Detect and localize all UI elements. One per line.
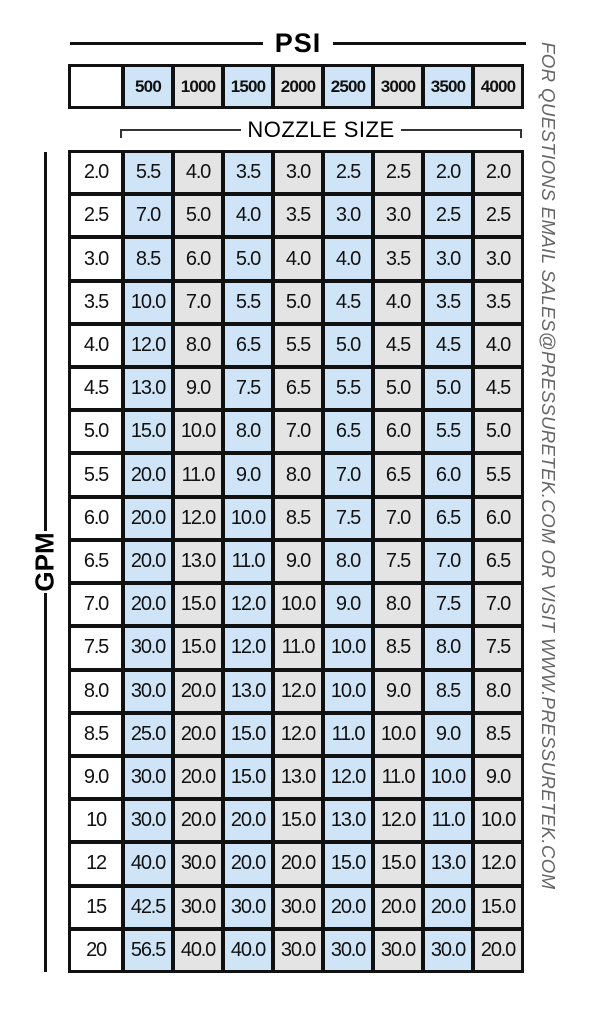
nozzle-size-cell: 4.5 (425, 326, 471, 365)
nozzle-size-cell: 9.0 (325, 585, 371, 624)
nozzle-size-cell: 5.5 (125, 153, 171, 192)
nozzle-size-cell: 20.0 (325, 888, 371, 927)
nozzle-size-cell: 9.0 (475, 758, 521, 797)
nozzle-size-cell: 20.0 (175, 715, 221, 754)
psi-header-row (68, 64, 524, 109)
nozzle-size-cell: 5.5 (475, 455, 521, 494)
gpm-cell: 5.0 (71, 412, 121, 451)
gpm-cell: 12 (71, 844, 121, 883)
nozzle-size-cell: 4.5 (475, 369, 521, 408)
nozzle-size-title (120, 117, 522, 143)
nozzle-size-cell: 30.0 (325, 931, 371, 970)
nozzle-size-cell: 7.0 (375, 499, 421, 538)
nozzle-size-cell: 7.5 (375, 542, 421, 581)
nozzle-size-cell: 40.0 (125, 844, 171, 883)
nozzle-size-cell: 3.0 (275, 153, 321, 192)
gpm-cell: 3.5 (71, 283, 121, 322)
contact-note (535, 42, 565, 957)
nozzle-size-cell: 13.0 (325, 801, 371, 840)
nozzle-size-cell: 12.0 (325, 758, 371, 797)
nozzle-size-cell: 3.0 (475, 239, 521, 278)
nozzle-size-cell: 10.0 (275, 585, 321, 624)
nozzle-size-cell: 30.0 (125, 628, 171, 667)
gpm-cell: 15 (71, 888, 121, 927)
divider (44, 152, 47, 531)
nozzle-size-cell: 7.5 (425, 585, 471, 624)
gpm-label: GPM (30, 532, 61, 592)
nozzle-size-cell: 10.0 (425, 758, 471, 797)
nozzle-size-cell: 11.0 (425, 801, 471, 840)
nozzle-size-cell: 40.0 (175, 931, 221, 970)
divider (70, 42, 263, 45)
gpm-cell: 4.5 (71, 369, 121, 408)
nozzle-size-cell: 8.0 (275, 455, 321, 494)
nozzle-size-cell: 8.5 (125, 239, 171, 278)
nozzle-size-cell: 30.0 (375, 931, 421, 970)
nozzle-size-cell: 3.5 (225, 153, 271, 192)
nozzle-size-cell: 3.5 (375, 239, 421, 278)
gpm-cell: 5.5 (71, 455, 121, 494)
nozzle-size-cell: 20.0 (225, 844, 271, 883)
nozzle-size-cell: 4.5 (375, 326, 421, 365)
nozzle-size-cell: 5.0 (225, 239, 271, 278)
nozzle-size-cell: 6.5 (225, 326, 271, 365)
nozzle-size-cell: 30.0 (175, 888, 221, 927)
gpm-cell: 9.0 (71, 758, 121, 797)
psi-header-cell: 1000 (175, 67, 221, 106)
nozzle-size-cell: 8.5 (425, 672, 471, 711)
nozzle-size-cell: 2.0 (475, 153, 521, 192)
nozzle-size-cell: 3.5 (475, 283, 521, 322)
psi-header-cell: 4000 (475, 67, 521, 106)
nozzle-size-cell: 20.0 (125, 585, 171, 624)
nozzle-size-cell: 5.5 (325, 369, 371, 408)
nozzle-size-cell: 30.0 (225, 888, 271, 927)
nozzle-size-cell: 10.0 (375, 715, 421, 754)
nozzle-size-cell: 11.0 (225, 542, 271, 581)
nozzle-size-cell: 15.0 (375, 844, 421, 883)
nozzle-size-cell: 11.0 (325, 715, 371, 754)
nozzle-size-cell: 8.0 (325, 542, 371, 581)
nozzle-size-cell: 6.5 (325, 412, 371, 451)
nozzle-size-cell: 10.0 (325, 672, 371, 711)
nozzle-size-cell: 5.0 (175, 196, 221, 235)
nozzle-size-cell: 3.0 (325, 196, 371, 235)
nozzle-size-cell: 4.0 (475, 326, 521, 365)
nozzle-size-cell: 20.0 (475, 931, 521, 970)
psi-header-cell: 2000 (275, 67, 321, 106)
nozzle-size-label: NOZZLE SIZE (247, 117, 395, 142)
nozzle-size-cell: 15.0 (275, 801, 321, 840)
nozzle-size-cell: 30.0 (125, 801, 171, 840)
nozzle-size-cell: 20.0 (225, 801, 271, 840)
nozzle-size-cell: 25.0 (125, 715, 171, 754)
nozzle-size-cell: 10.0 (325, 628, 371, 667)
nozzle-size-cell: 10.0 (175, 412, 221, 451)
nozzle-size-cell: 15.0 (475, 888, 521, 927)
nozzle-size-cell: 2.5 (325, 153, 371, 192)
nozzle-size-cell: 9.0 (175, 369, 221, 408)
nozzle-size-cell: 10.0 (475, 801, 521, 840)
psi-header-cell: 3000 (375, 67, 421, 106)
psi-header-cell: 2500 (325, 67, 371, 106)
nozzle-size-cell: 7.0 (125, 196, 171, 235)
nozzle-size-cell: 8.0 (475, 672, 521, 711)
nozzle-size-cell: 30.0 (275, 888, 321, 927)
nozzle-size-cell: 4.0 (175, 153, 221, 192)
nozzle-size-cell: 15.0 (175, 585, 221, 624)
nozzle-size-cell: 9.0 (425, 715, 471, 754)
psi-label: PSI (274, 27, 322, 58)
gpm-cell: 4.0 (71, 326, 121, 365)
nozzle-size-cell: 8.5 (375, 628, 421, 667)
nozzle-size-cell: 5.0 (475, 412, 521, 451)
gpm-cell: 8.5 (71, 715, 121, 754)
nozzle-size-cell: 11.0 (275, 628, 321, 667)
nozzle-size-cell: 5.0 (375, 369, 421, 408)
nozzle-size-cell: 12.0 (225, 585, 271, 624)
nozzle-size-cell: 10.0 (125, 283, 171, 322)
nozzle-size-cell: 11.0 (375, 758, 421, 797)
nozzle-size-cell: 20.0 (175, 758, 221, 797)
nozzle-size-cell: 7.0 (325, 455, 371, 494)
nozzle-size-cell: 12.0 (375, 801, 421, 840)
nozzle-size-cell: 20.0 (175, 801, 221, 840)
gpm-cell: 20 (71, 931, 121, 970)
nozzle-size-cell: 8.5 (275, 499, 321, 538)
nozzle-size-cell: 56.5 (125, 931, 171, 970)
nozzle-size-cell: 15.0 (125, 412, 171, 451)
nozzle-size-cell: 20.0 (275, 844, 321, 883)
gpm-cell: 8.0 (71, 672, 121, 711)
nozzle-size-cell: 15.0 (225, 758, 271, 797)
nozzle-size-cell: 8.0 (225, 412, 271, 451)
nozzle-size-cell: 6.0 (475, 499, 521, 538)
nozzle-size-cell: 20.0 (175, 672, 221, 711)
nozzle-size-cell: 12.0 (275, 715, 321, 754)
nozzle-size-cell: 30.0 (125, 758, 171, 797)
nozzle-size-cell: 7.5 (475, 628, 521, 667)
nozzle-size-cell: 5.5 (275, 326, 321, 365)
nozzle-size-cell: 7.0 (275, 412, 321, 451)
nozzle-size-cell: 6.0 (425, 455, 471, 494)
bracket-line (120, 129, 241, 131)
nozzle-size-cell: 7.0 (175, 283, 221, 322)
gpm-cell: 10 (71, 801, 121, 840)
gpm-cell: 7.5 (71, 628, 121, 667)
nozzle-size-cell: 2.0 (425, 153, 471, 192)
nozzle-size-cell: 5.0 (425, 369, 471, 408)
nozzle-size-cell: 13.0 (225, 672, 271, 711)
nozzle-size-cell: 7.0 (425, 542, 471, 581)
nozzle-size-cell: 20.0 (125, 499, 171, 538)
nozzle-size-cell: 40.0 (225, 931, 271, 970)
nozzle-size-cell: 15.0 (225, 715, 271, 754)
header-corner-cell (71, 67, 121, 106)
psi-title (70, 26, 526, 60)
nozzle-size-cell: 11.0 (175, 455, 221, 494)
nozzle-size-cell: 8.0 (175, 326, 221, 365)
nozzle-size-cell: 12.0 (275, 672, 321, 711)
nozzle-size-cell: 6.5 (475, 542, 521, 581)
gpm-cell: 7.0 (71, 585, 121, 624)
nozzle-size-cell: 4.0 (325, 239, 371, 278)
nozzle-size-cell: 12.0 (125, 326, 171, 365)
psi-header-cell: 1500 (225, 67, 271, 106)
psi-header-cell: 3500 (425, 67, 471, 106)
divider (44, 593, 47, 972)
nozzle-size-cell: 13.0 (425, 844, 471, 883)
nozzle-size-cell: 4.0 (375, 283, 421, 322)
gpm-cell: 6.5 (71, 542, 121, 581)
gpm-cell: 2.0 (71, 153, 121, 192)
nozzle-size-cell: 3.5 (425, 283, 471, 322)
nozzle-size-cell: 5.0 (275, 283, 321, 322)
nozzle-size-cell: 6.5 (375, 455, 421, 494)
nozzle-size-cell: 9.0 (275, 542, 321, 581)
nozzle-size-cell: 2.5 (475, 196, 521, 235)
nozzle-size-cell: 15.0 (175, 628, 221, 667)
bracket-line (401, 129, 522, 131)
nozzle-size-cell: 20.0 (375, 888, 421, 927)
nozzle-size-cell: 7.0 (475, 585, 521, 624)
nozzle-size-cell: 42.5 (125, 888, 171, 927)
nozzle-size-cell: 5.5 (425, 412, 471, 451)
nozzle-size-cell: 4.5 (325, 283, 371, 322)
nozzle-size-cell: 30.0 (175, 844, 221, 883)
psi-header-cell: 500 (125, 67, 171, 106)
nozzle-size-cell: 8.0 (425, 628, 471, 667)
nozzle-size-cell: 4.0 (275, 239, 321, 278)
nozzle-size-cell: 3.0 (375, 196, 421, 235)
nozzle-size-cell: 30.0 (275, 931, 321, 970)
nozzle-size-cell: 20.0 (125, 455, 171, 494)
gpm-cell: 6.0 (71, 499, 121, 538)
nozzle-size-cell: 10.0 (225, 499, 271, 538)
nozzle-size-cell: 30.0 (425, 931, 471, 970)
nozzle-size-cell: 13.0 (175, 542, 221, 581)
nozzle-size-cell: 5.0 (325, 326, 371, 365)
nozzle-size-cell: 7.5 (225, 369, 271, 408)
nozzle-size-cell: 12.0 (475, 844, 521, 883)
gpm-cell: 3.0 (71, 239, 121, 278)
contact-note-text: FOR QUESTIONS EMAIL SALES@PRESSURETEK.COM OR VISIT WWW.PRESSURETEK.COM (538, 42, 559, 890)
nozzle-size-cell: 9.0 (225, 455, 271, 494)
nozzle-size-cell: 13.0 (275, 758, 321, 797)
nozzle-size-cell: 12.0 (225, 628, 271, 667)
divider (333, 42, 526, 45)
nozzle-size-cell: 4.0 (225, 196, 271, 235)
nozzle-size-cell: 6.5 (275, 369, 321, 408)
nozzle-size-cell: 5.5 (225, 283, 271, 322)
nozzle-size-cell: 7.5 (325, 499, 371, 538)
nozzle-size-cell: 30.0 (125, 672, 171, 711)
nozzle-size-cell: 8.0 (375, 585, 421, 624)
nozzle-size-cell: 9.0 (375, 672, 421, 711)
nozzle-size-cell: 6.0 (175, 239, 221, 278)
nozzle-size-cell: 15.0 (325, 844, 371, 883)
nozzle-size-cell: 20.0 (125, 542, 171, 581)
nozzle-size-cell: 2.5 (425, 196, 471, 235)
nozzle-size-cell: 20.0 (425, 888, 471, 927)
nozzle-size-cell: 8.5 (475, 715, 521, 754)
nozzle-size-cell: 12.0 (175, 499, 221, 538)
nozzle-size-table (68, 150, 524, 973)
gpm-cell: 2.5 (71, 196, 121, 235)
gpm-axis (30, 152, 60, 972)
nozzle-size-cell: 6.5 (425, 499, 471, 538)
nozzle-size-cell: 3.0 (425, 239, 471, 278)
nozzle-size-cell: 6.0 (375, 412, 421, 451)
nozzle-size-cell: 2.5 (375, 153, 421, 192)
nozzle-size-cell: 3.5 (275, 196, 321, 235)
nozzle-size-cell: 13.0 (125, 369, 171, 408)
